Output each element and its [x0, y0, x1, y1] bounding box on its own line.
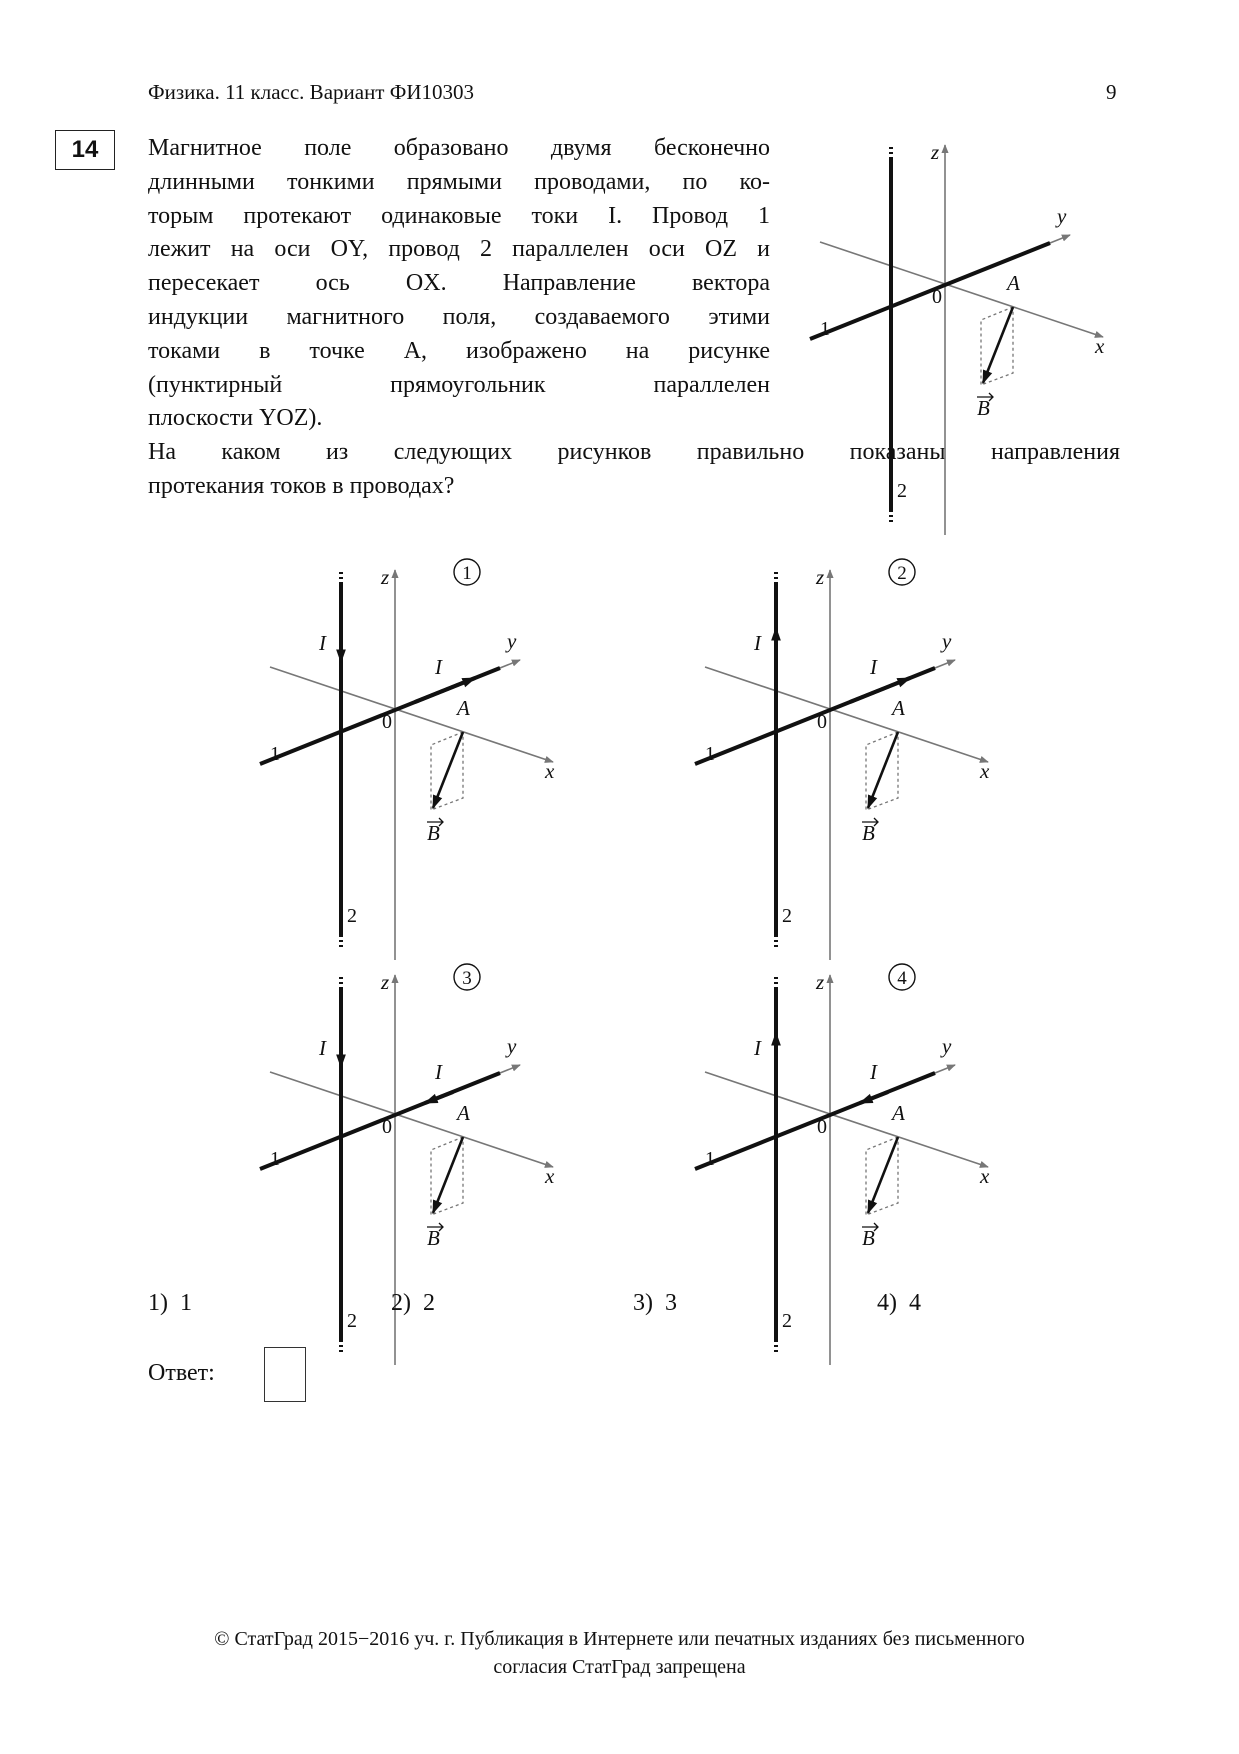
label-point-a: A: [892, 1101, 905, 1125]
variant-number: 4: [897, 968, 907, 989]
x-axis: [820, 242, 1103, 337]
label-origin: 0: [382, 1116, 392, 1138]
label-current-wire-1: I: [435, 655, 442, 679]
label-point-a: A: [892, 696, 905, 720]
label-wire-1: 1: [270, 1148, 280, 1170]
option-number: 4): [877, 1290, 897, 1316]
question-line: индукции магнитного поля, создаваемого этими: [148, 303, 770, 330]
option-value: 3: [665, 1290, 677, 1316]
vector-b: [433, 1137, 463, 1213]
main-figure: [770, 120, 1130, 502]
variant-number: 3: [462, 968, 472, 989]
label-wire-1: 1: [270, 743, 280, 765]
footer: [0, 1625, 1239, 1681]
option-value: 1: [180, 1290, 192, 1316]
x-axis: [270, 1072, 553, 1167]
label-current-wire-1: I: [870, 1060, 877, 1084]
x-axis: [270, 667, 553, 762]
label-z: z: [931, 140, 940, 164]
option-number: 3): [633, 1290, 653, 1316]
answer-label: Ответ:: [148, 1360, 215, 1386]
x-axis: [705, 1072, 988, 1167]
label-x: x: [545, 1164, 555, 1188]
vector-b: [868, 732, 898, 808]
label-wire-2: 2: [347, 905, 357, 927]
option-number: 2): [391, 1290, 411, 1316]
question-line: пересекает ось OX. Направление вектора: [148, 270, 770, 297]
prompt-line: На каком из следующих рисунков правильно показаны направления: [148, 439, 1120, 465]
x-axis: [705, 667, 988, 762]
footer-line: согласия СтатГрад запрещена: [493, 1656, 746, 1678]
label-point-a: A: [457, 1101, 470, 1125]
footer-line: © СтатГрад 2015−2016 уч. г. Публикация в Интернете или печатных изданиях без письменного: [214, 1628, 1025, 1650]
label-y: y: [507, 629, 517, 653]
answer-box[interactable]: [264, 1347, 306, 1402]
label-vector-b: B: [427, 821, 440, 845]
label-vector-b: B: [427, 1226, 440, 1250]
label-z: z: [816, 565, 825, 589]
label-vector-b: B: [862, 1226, 875, 1250]
option-1[interactable]: [148, 1290, 192, 1317]
variant-figure-3: [240, 935, 610, 1332]
variant-number: 2: [897, 563, 907, 584]
question-number: 14: [55, 130, 115, 170]
label-origin: 0: [932, 286, 942, 308]
label-y: y: [507, 1034, 517, 1058]
label-origin: 0: [817, 711, 827, 733]
label-z: z: [381, 565, 390, 589]
option-2[interactable]: [391, 1290, 435, 1317]
option-3[interactable]: [633, 1290, 677, 1317]
label-y: y: [942, 1034, 952, 1058]
page-header-subject: Физика. 11 класс. Вариант ФИ10303: [148, 80, 474, 104]
label-z: z: [816, 970, 825, 994]
question-line: длинными тонкими прямыми проводами, по ко-: [148, 168, 770, 195]
option-value: 2: [423, 1290, 435, 1316]
question-prompt: [148, 436, 1120, 504]
label-wire-2: 2: [782, 905, 792, 927]
question-line: токами в точке A, изображено на рисунке: [148, 337, 770, 364]
wire-1-current-arrow: [860, 1092, 888, 1103]
label-y: y: [942, 629, 952, 653]
vector-b: [433, 732, 463, 808]
label-x: x: [1095, 334, 1105, 358]
label-point-a: A: [457, 696, 470, 720]
label-wire-1: 1: [820, 318, 830, 340]
label-vector-b: B: [977, 396, 990, 420]
label-wire-2: 2: [347, 1310, 357, 1332]
label-wire-1: 1: [705, 1148, 715, 1170]
question-line: лежит на оси OY, провод 2 параллелен оси OZ и: [148, 236, 770, 263]
vector-b: [868, 1137, 898, 1213]
variant-figure-4: [675, 935, 1045, 1332]
label-vector-b: B: [862, 821, 875, 845]
label-current-wire-2: I: [319, 1036, 326, 1060]
label-wire-2: 2: [897, 480, 907, 502]
label-current-wire-1: I: [435, 1060, 442, 1084]
label-origin: 0: [382, 711, 392, 733]
label-current-wire-2: I: [319, 631, 326, 655]
wire-1-current-arrow: [425, 1092, 453, 1103]
page-number: 9: [1106, 80, 1117, 104]
label-wire-2: 2: [782, 1310, 792, 1332]
label-x: x: [980, 759, 990, 783]
label-point-a: A: [1007, 271, 1020, 295]
vector-b: [983, 307, 1013, 383]
question-line: торым протекают одинаковые токи I. Провод 1: [148, 202, 770, 229]
label-wire-1: 1: [705, 743, 715, 765]
variant-figure-2: [675, 530, 1045, 927]
variant-figure-1: [240, 530, 610, 927]
question-text: [148, 132, 770, 436]
label-y: y: [1057, 204, 1067, 228]
option-4[interactable]: [877, 1290, 921, 1317]
prompt-line: протекания токов в проводах?: [148, 472, 455, 499]
variant-number: 1: [462, 563, 472, 584]
option-value: 4: [909, 1290, 921, 1316]
label-x: x: [980, 1164, 990, 1188]
question-line: плоскости YOZ).: [148, 405, 323, 432]
question-line: (пунктирный прямоугольник параллелен: [148, 371, 770, 398]
label-current-wire-2: I: [754, 1036, 761, 1060]
label-z: z: [381, 970, 390, 994]
label-current-wire-2: I: [754, 631, 761, 655]
label-x: x: [545, 759, 555, 783]
label-current-wire-1: I: [870, 655, 877, 679]
question-line: Магнитное поле образовано двумя бесконечно: [148, 135, 770, 161]
label-origin: 0: [817, 1116, 827, 1138]
option-number: 1): [148, 1290, 168, 1316]
